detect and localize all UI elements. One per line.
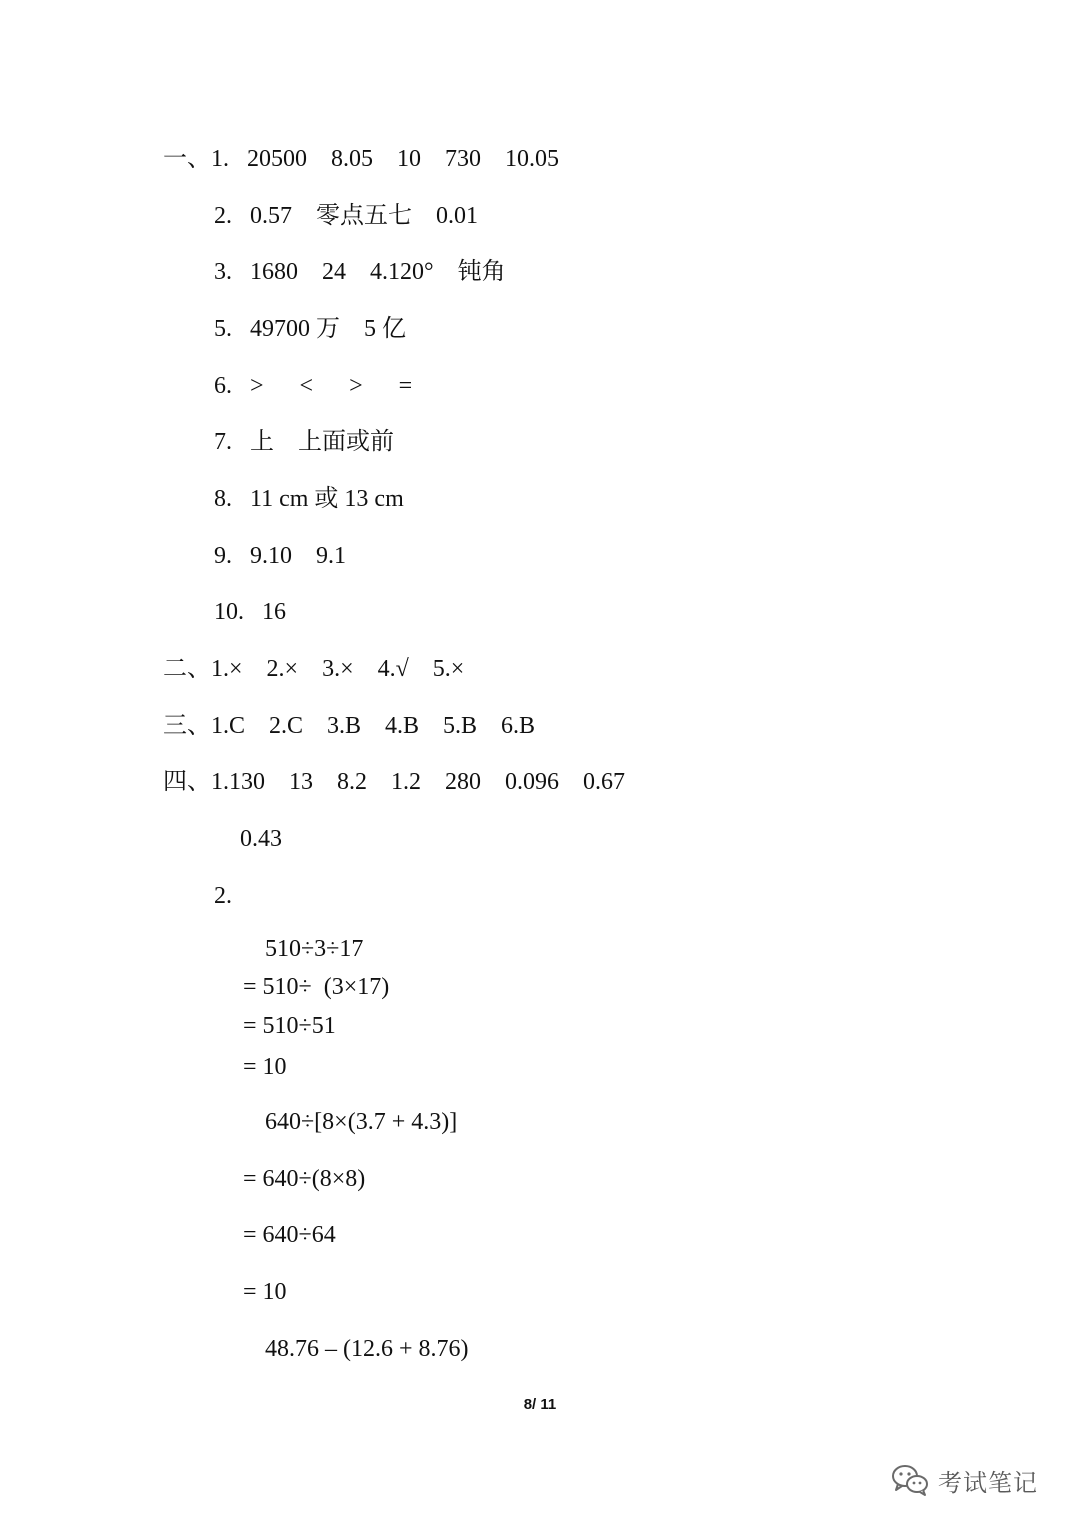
watermark <box>890 1458 1038 1502</box>
answer-line-1-2: 2. 0.57 零点五七 0.01 <box>214 203 478 229</box>
calc2-line: = 10 <box>243 1279 287 1305</box>
calc1-line: = 510÷51 <box>243 1013 336 1039</box>
answer-line-1-3: 3. 1680 24 4.120° 钝角 <box>214 259 506 285</box>
answer-line-4-1: 四、1.130 13 8.2 1.2 280 0.096 0.67 <box>163 769 625 795</box>
answer-line-3: 三、1.C 2.C 3.B 4.B 5.B 6.B <box>163 713 536 739</box>
answer-line-2: 二、1.× 2.× 3.× 4.√ 5.× <box>163 656 465 682</box>
calc1-line: = 510÷ (3×17) <box>243 974 390 1000</box>
answer-line-1-8: 8. 11 cm 或 13 cm <box>214 486 404 512</box>
watermark-text: 考试笔记 <box>938 1468 1038 1497</box>
wechat-icon <box>890 1462 930 1498</box>
answer-line-1-5: 5. 49700 万 5 亿 <box>214 316 406 342</box>
answer-line-1-10: 10. 16 <box>214 599 286 625</box>
answer-line-1-6: 6. > < > = <box>214 373 413 399</box>
answer-line-4-1-continued: 0.43 <box>240 826 282 852</box>
answer-line-1-7: 7. 上 上面或前 <box>214 429 394 455</box>
page-number: 8/ 11 <box>523 1396 557 1413</box>
answer-line-4-2-label: 2. <box>214 883 232 909</box>
answer-line-1-9: 9. 9.10 9.1 <box>214 543 346 569</box>
calc1-line: 510÷3÷17 <box>265 936 364 962</box>
calc3-line: 48.76 – (12.6 + 8.76) <box>265 1336 469 1362</box>
calc2-line: = 640÷64 <box>243 1222 336 1248</box>
answer-line-1-1: 一、1. 20500 8.05 10 730 10.05 <box>163 146 559 172</box>
calc2-line: 640÷[8×(3.7 + 4.3)] <box>265 1109 458 1135</box>
calc2-line: = 640÷(8×8) <box>243 1166 366 1192</box>
calc1-line: = 10 <box>243 1054 287 1080</box>
